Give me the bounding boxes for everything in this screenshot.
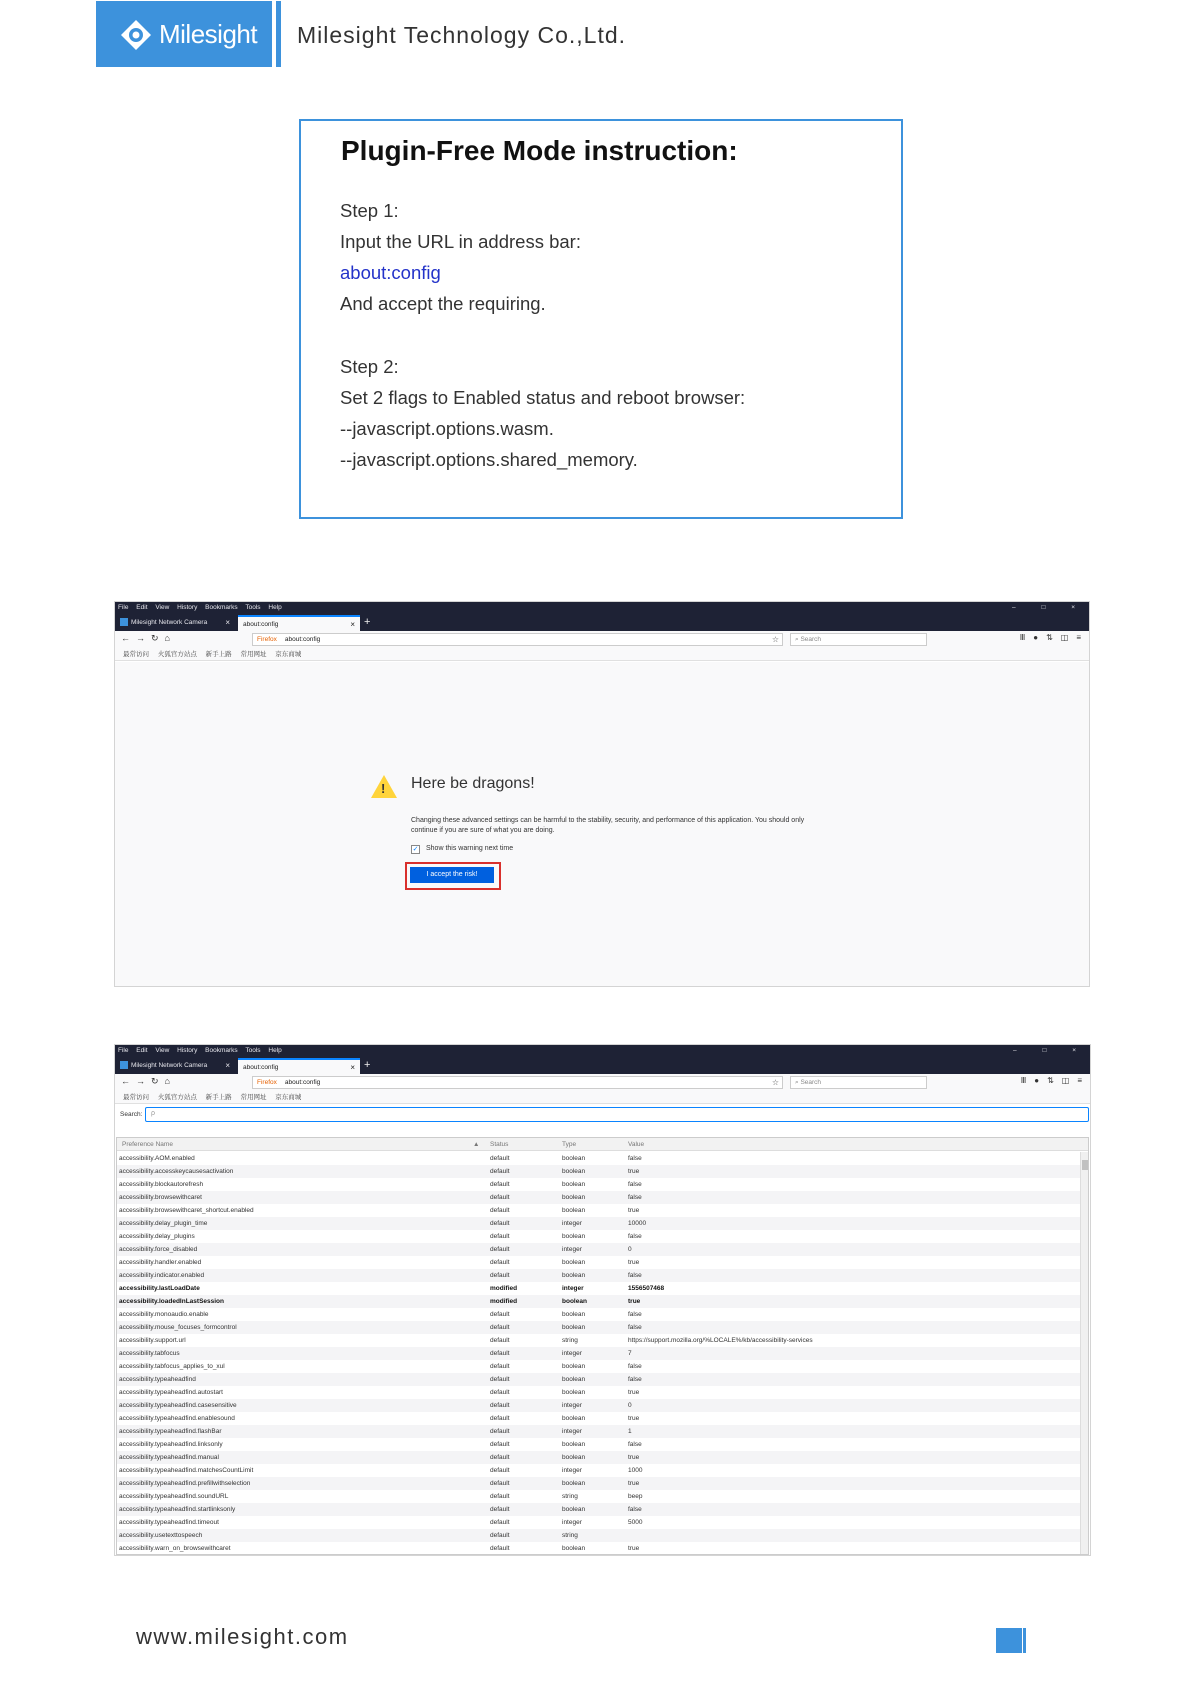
menu-icon[interactable]: ≡	[1076, 633, 1081, 642]
pref-value-cell: true	[628, 1545, 640, 1552]
pref-status-cell: default	[490, 1506, 510, 1513]
config-search-row	[115, 1104, 1090, 1124]
pref-value-cell: https://support.mozilla.org/%LOCALE%/kb/accessibility-services	[628, 1337, 813, 1344]
minimize-icon[interactable]: –	[1013, 1047, 1017, 1054]
pref-value-cell: beep	[628, 1493, 643, 1500]
company-name: Milesight Technology Co.,Ltd.	[297, 22, 627, 48]
close-window-icon[interactable]: ×	[1072, 1047, 1076, 1054]
nav-bar	[115, 631, 1089, 648]
url-text: about:config	[284, 636, 321, 643]
config-search-label: Search:	[120, 1111, 143, 1118]
pref-name-cell: accessibility.lastLoadDate	[119, 1285, 200, 1292]
table-row[interactable]	[117, 1230, 1080, 1243]
config-search-placeholder: ρ	[151, 1110, 155, 1117]
accept-risk-button[interactable]: I accept the risk!	[410, 867, 494, 883]
identity-label: Firefox	[257, 1079, 277, 1086]
step2-line1: Set 2 flags to Enabled status and reboot browser:	[340, 387, 746, 408]
bookmark-jd[interactable]: 京东商城	[275, 651, 302, 658]
browser-warning-screenshot	[114, 601, 1090, 987]
bookmarks-bar	[115, 648, 1089, 661]
back-icon[interactable]: ←	[121, 633, 130, 643]
about-config-link: about:config	[340, 262, 441, 283]
table-row[interactable]	[117, 1282, 1080, 1295]
pref-type-cell: string	[562, 1493, 578, 1500]
table-row[interactable]	[117, 1425, 1080, 1438]
pref-status-cell: default	[490, 1337, 510, 1344]
table-row[interactable]	[117, 1308, 1080, 1321]
pref-name-cell: accessibility.typeaheadfind.casesensitive	[119, 1402, 237, 1409]
pref-status-cell: default	[490, 1272, 510, 1279]
pref-name-cell: accessibility.mouse_focuses_formcontrol	[119, 1324, 237, 1331]
address-bar[interactable]	[252, 1076, 783, 1089]
pref-type-cell: string	[562, 1337, 578, 1344]
pref-name-cell: accessibility.blockautorefresh	[119, 1181, 204, 1188]
table-row[interactable]	[117, 1438, 1080, 1451]
screenshot-icon[interactable]: ⇅	[1047, 1076, 1054, 1085]
table-row[interactable]	[117, 1490, 1080, 1503]
back-icon[interactable]: ←	[121, 1076, 130, 1086]
pref-name-cell: accessibility.monoaudio.enable	[119, 1311, 209, 1318]
milesight-logo-icon	[120, 19, 152, 51]
menu-bar	[115, 602, 1089, 613]
pref-type-cell: boolean	[562, 1168, 586, 1175]
pref-name-cell: accessibility.typeaheadfind.linksonly	[119, 1441, 223, 1448]
pref-value-cell: false	[628, 1441, 642, 1448]
tab-label: Milesight Network Camera	[131, 1062, 208, 1069]
close-window-icon[interactable]: ×	[1071, 604, 1075, 611]
tab-about-config[interactable]	[238, 615, 360, 631]
menu-view[interactable]: View	[155, 1047, 170, 1054]
bookmark-star-icon[interactable]: ☆	[771, 1078, 779, 1087]
pref-value-cell: 0	[628, 1402, 632, 1409]
pref-name-cell: accessibility.typeaheadfind.enablesound	[119, 1415, 235, 1422]
scrollbar-thumb[interactable]	[1082, 1160, 1088, 1170]
pref-value-cell: false	[628, 1155, 642, 1162]
tab-about-config[interactable]	[238, 1058, 360, 1074]
window-controls	[994, 602, 1081, 613]
table-row[interactable]	[117, 1373, 1080, 1386]
table-row[interactable]	[117, 1464, 1080, 1477]
maximize-icon[interactable]: □	[1042, 1047, 1047, 1054]
search-box[interactable]: ⌕ Search	[790, 1076, 927, 1089]
pref-type-cell: boolean	[562, 1194, 586, 1201]
pref-value-cell: true	[628, 1298, 641, 1305]
tab-milesight[interactable]	[115, 1058, 235, 1074]
table-row[interactable]	[117, 1399, 1080, 1412]
table-row[interactable]	[117, 1217, 1080, 1230]
table-row[interactable]	[117, 1347, 1080, 1360]
pref-status-cell: default	[490, 1207, 510, 1214]
table-row[interactable]	[117, 1178, 1080, 1191]
pref-status-cell: default	[490, 1181, 510, 1188]
bookmark-firefox-site[interactable]: 火狐官方站点	[157, 651, 197, 658]
pref-type-cell: boolean	[562, 1207, 586, 1214]
pref-status-cell: default	[490, 1350, 510, 1357]
bookmark-most-visited[interactable]: 最常访问	[123, 1094, 149, 1101]
pref-value-cell: true	[628, 1168, 640, 1175]
pref-value-cell: 1	[628, 1428, 632, 1435]
tab-bar	[115, 613, 1089, 631]
nav-bar	[115, 1074, 1090, 1091]
show-warning-label: Show this warning next time	[426, 845, 514, 852]
search-placeholder: Search	[800, 1079, 822, 1086]
table-row[interactable]	[117, 1243, 1080, 1256]
table-row[interactable]	[117, 1191, 1080, 1204]
table-row[interactable]	[117, 1165, 1080, 1178]
pref-name-cell: accessibility.support.url	[119, 1337, 186, 1344]
pref-type-cell: integer	[562, 1467, 582, 1474]
pref-type-cell: integer	[562, 1519, 582, 1526]
table-row[interactable]	[117, 1503, 1080, 1516]
pref-value-cell: 1000	[628, 1467, 643, 1474]
bookmark-star-icon[interactable]: ☆	[771, 635, 779, 644]
pref-type-cell: boolean	[562, 1155, 586, 1162]
pref-status-cell: default	[490, 1233, 510, 1240]
pref-status-cell: default	[490, 1155, 510, 1162]
col-preference-name[interactable]: Preference Name	[122, 1141, 173, 1148]
pref-status-cell: default	[490, 1324, 510, 1331]
pref-type-cell: boolean	[562, 1324, 586, 1331]
browser-config-screenshot	[114, 1044, 1091, 1556]
footer-bar-icon	[1023, 1628, 1026, 1653]
pref-type-cell: boolean	[562, 1506, 586, 1513]
table-row[interactable]	[117, 1516, 1080, 1529]
new-tab-icon[interactable]: +	[364, 616, 371, 628]
menu-edit[interactable]: Edit	[136, 1047, 148, 1054]
pref-name-cell: accessibility.typeaheadfind.soundURL	[119, 1493, 229, 1500]
close-tab-icon[interactable]: ×	[225, 618, 230, 627]
pref-name-cell: accessibility.browsewithcaret_shortcut.enabled	[119, 1207, 254, 1214]
menu-file[interactable]: File	[118, 604, 129, 611]
pref-name-cell: accessibility.typeaheadfind.matchesCountLimit	[119, 1467, 254, 1474]
pref-type-cell: integer	[562, 1220, 582, 1227]
table-header	[117, 1138, 1088, 1151]
pref-status-cell: default	[490, 1454, 510, 1461]
menu-tools[interactable]: Tools	[245, 604, 261, 611]
menu-history[interactable]: History	[177, 604, 198, 611]
config-table	[116, 1137, 1089, 1555]
table-row[interactable]	[117, 1451, 1080, 1464]
table-row[interactable]	[117, 1386, 1080, 1399]
tab-label: Milesight Network Camera	[131, 619, 208, 626]
menu-icon[interactable]: ≡	[1077, 1076, 1082, 1085]
col-value[interactable]: Value	[628, 1141, 645, 1148]
pref-name-cell: accessibility.typeaheadfind.manual	[119, 1454, 219, 1461]
pref-status-cell: default	[490, 1441, 510, 1448]
pref-type-cell: boolean	[562, 1389, 586, 1396]
warning-content	[115, 662, 1089, 986]
pref-name-cell: accessibility.handler.enabled	[119, 1259, 202, 1266]
step2-label: Step 2:	[340, 356, 399, 377]
pref-status-cell: default	[490, 1246, 510, 1253]
bookmark-firefox-site[interactable]: 火狐官方站点	[157, 1094, 197, 1101]
pref-value-cell: false	[628, 1506, 642, 1513]
pref-name-cell: accessibility.delay_plugins	[119, 1233, 195, 1240]
pref-value-cell: 5000	[628, 1519, 643, 1526]
pref-name-cell: accessibility.typeaheadfind.autostart	[119, 1389, 223, 1396]
bookmark-jd[interactable]: 京东商城	[275, 1094, 302, 1101]
pref-value-cell: false	[628, 1194, 642, 1201]
pref-name-cell: accessibility.warn_on_browsewithcaret	[119, 1545, 231, 1552]
show-warning-checkbox[interactable]: ✓	[412, 846, 419, 853]
pref-status-cell: modified	[490, 1285, 518, 1292]
pref-type-cell: boolean	[562, 1415, 586, 1422]
reload-icon[interactable]: ↻	[151, 633, 159, 643]
tab-bar	[115, 1056, 1090, 1074]
pref-status-cell: default	[490, 1376, 510, 1383]
pref-name-cell: accessibility.AOM.enabled	[119, 1155, 195, 1162]
pref-name-cell: accessibility.accesskeycausesactivation	[119, 1168, 234, 1175]
step1-label: Step 1:	[340, 200, 399, 221]
warning-exclamation: !	[381, 781, 386, 796]
pref-value-cell: 10000	[628, 1220, 647, 1227]
home-icon[interactable]: ⌂	[164, 633, 170, 643]
menu-file[interactable]: File	[118, 1047, 129, 1054]
pref-value-cell: false	[628, 1233, 642, 1240]
table-row[interactable]	[117, 1256, 1080, 1269]
table-body	[117, 1152, 1080, 1555]
pref-type-cell: boolean	[562, 1311, 586, 1318]
pref-name-cell: accessibility.tabfocus	[119, 1350, 180, 1357]
bookmark-common-sites[interactable]: 常用网址	[240, 1094, 267, 1101]
sidebar-icon[interactable]: ◫	[1060, 633, 1069, 642]
maximize-icon[interactable]: □	[1041, 604, 1046, 611]
menu-help[interactable]: Help	[268, 604, 282, 611]
table-row[interactable]	[117, 1334, 1080, 1347]
milesight-favicon	[120, 1061, 128, 1069]
pref-type-cell: boolean	[562, 1298, 587, 1305]
pref-type-cell: boolean	[562, 1181, 586, 1188]
address-bar[interactable]	[252, 633, 783, 646]
new-tab-icon[interactable]: +	[364, 1059, 371, 1071]
library-icon[interactable]: Ⅲ	[1019, 633, 1026, 642]
pref-value-cell: true	[628, 1207, 640, 1214]
pref-status-cell: default	[490, 1194, 510, 1201]
table-row[interactable]	[117, 1477, 1080, 1490]
pref-status-cell: default	[490, 1220, 510, 1227]
search-placeholder: Search	[800, 636, 822, 643]
bookmark-getting-started[interactable]: 新手上路	[205, 1094, 232, 1101]
sidebar-icon[interactable]: ◫	[1061, 1076, 1070, 1085]
pref-name-cell: accessibility.typeaheadfind.prefillwithselection	[119, 1480, 251, 1487]
pref-status-cell: default	[490, 1259, 510, 1266]
col-status[interactable]: Status	[490, 1141, 509, 1148]
pref-value-cell: true	[628, 1389, 640, 1396]
pref-name-cell: accessibility.typeaheadfind	[119, 1376, 196, 1383]
menu-help[interactable]: Help	[268, 1047, 282, 1054]
milesight-logo	[96, 1, 272, 67]
menu-edit[interactable]: Edit	[136, 604, 148, 611]
pref-name-cell: accessibility.usetexttospeech	[119, 1532, 203, 1539]
footer-url: www.milesight.com	[136, 1624, 349, 1649]
config-search-input[interactable]	[145, 1107, 1089, 1122]
pref-type-cell: boolean	[562, 1454, 586, 1461]
tab-milesight[interactable]	[115, 615, 235, 631]
pref-name-cell: accessibility.loadedInLastSession	[119, 1298, 225, 1305]
table-row[interactable]	[117, 1204, 1080, 1217]
step1-line2: And accept the requiring.	[340, 293, 546, 314]
close-tab-icon[interactable]: ×	[350, 1063, 355, 1072]
pref-type-cell: boolean	[562, 1272, 586, 1279]
table-row[interactable]	[117, 1360, 1080, 1373]
logo-text: Milesight	[159, 19, 258, 49]
forward-icon[interactable]: →	[136, 1076, 145, 1086]
pref-status-cell: modified	[490, 1298, 518, 1305]
pref-type-cell: boolean	[562, 1233, 586, 1240]
close-tab-icon[interactable]: ×	[225, 1061, 230, 1070]
pref-type-cell: integer	[562, 1285, 584, 1292]
table-row[interactable]	[117, 1529, 1080, 1542]
warning-message: Changing these advanced settings can be harmful to the stability, security, and performance of this application. You should only continue if you are sure of what you are doing.	[411, 817, 805, 834]
library-icon[interactable]: Ⅲ	[1020, 1076, 1027, 1085]
reload-icon[interactable]: ↻	[151, 1076, 159, 1086]
screenshot-icon[interactable]: ⇅	[1046, 633, 1053, 642]
pref-status-cell: default	[490, 1389, 510, 1396]
pref-type-cell: boolean	[562, 1545, 586, 1552]
pref-type-cell: boolean	[562, 1480, 586, 1487]
pref-name-cell: accessibility.browsewithcaret	[119, 1194, 202, 1201]
pref-status-cell: default	[490, 1493, 510, 1500]
pref-name-cell: accessibility.delay_plugin_time	[119, 1220, 208, 1227]
pref-status-cell: default	[490, 1311, 510, 1318]
instruction-title: Plugin-Free Mode instruction:	[341, 135, 738, 166]
pref-type-cell: string	[562, 1532, 578, 1539]
pref-name-cell: accessibility.typeaheadfind.flashBar	[119, 1428, 222, 1435]
pref-value-cell: false	[628, 1324, 642, 1331]
pref-status-cell: default	[490, 1532, 510, 1539]
pref-type-cell: integer	[562, 1246, 582, 1253]
table-row[interactable]	[117, 1412, 1080, 1425]
bookmark-getting-started[interactable]: 新手上路	[205, 651, 232, 658]
pref-value-cell: 7	[628, 1350, 632, 1357]
tab-label: about:config	[243, 621, 279, 628]
url-text: about:config	[284, 1079, 321, 1086]
forward-icon[interactable]: →	[136, 633, 145, 643]
pref-type-cell: integer	[562, 1402, 582, 1409]
window-controls	[995, 1045, 1082, 1056]
pref-status-cell: default	[490, 1168, 510, 1175]
table-row[interactable]	[117, 1269, 1080, 1282]
minimize-icon[interactable]: –	[1012, 604, 1016, 611]
menu-tools[interactable]: Tools	[245, 1047, 261, 1054]
pref-status-cell: default	[490, 1480, 510, 1487]
pref-value-cell: false	[628, 1376, 642, 1383]
pref-name-cell: accessibility.force_disabled	[119, 1246, 198, 1253]
pref-status-cell: default	[490, 1545, 510, 1552]
pref-type-cell: boolean	[562, 1363, 586, 1370]
flag-wasm: --javascript.options.wasm.	[340, 418, 554, 439]
close-tab-icon[interactable]: ×	[350, 620, 355, 629]
pref-name-cell: accessibility.tabfocus_applies_to_xul	[119, 1363, 225, 1370]
bookmark-most-visited[interactable]: 最常访问	[123, 651, 149, 658]
instruction-box	[299, 119, 903, 519]
pref-value-cell: true	[628, 1454, 640, 1461]
menu-bar	[115, 1045, 1090, 1056]
pref-type-cell: boolean	[562, 1376, 586, 1383]
home-icon[interactable]: ⌂	[164, 1076, 170, 1086]
pref-name-cell: accessibility.indicator.enabled	[119, 1272, 205, 1279]
header-divider	[276, 1, 281, 67]
pref-value-cell: false	[628, 1363, 642, 1370]
pref-value-cell: 1556507468	[628, 1285, 665, 1292]
pref-type-cell: integer	[562, 1428, 582, 1435]
menu-bookmarks[interactable]: Bookmarks	[205, 604, 238, 611]
warning-heading: Here be dragons!	[411, 775, 535, 792]
footer-square-icon	[996, 1628, 1022, 1653]
pref-status-cell: default	[490, 1428, 510, 1435]
pref-value-cell: 0	[628, 1246, 632, 1253]
pref-status-cell: default	[490, 1467, 510, 1474]
table-row[interactable]	[117, 1321, 1080, 1334]
tab-label: about:config	[243, 1064, 279, 1071]
pref-status-cell: default	[490, 1519, 510, 1526]
pref-value-cell: true	[628, 1259, 640, 1266]
search-box[interactable]: ⌕ Search	[790, 633, 927, 646]
pref-status-cell: default	[490, 1363, 510, 1370]
bookmark-common-sites[interactable]: 常用网址	[240, 651, 267, 658]
col-type[interactable]: Type	[562, 1141, 577, 1148]
pref-name-cell: accessibility.typeaheadfind.timeout	[119, 1519, 219, 1526]
chat-icon[interactable]: ●	[1034, 1076, 1040, 1085]
identity-label: Firefox	[257, 636, 277, 643]
pref-value-cell: true	[628, 1480, 640, 1487]
pref-type-cell: integer	[562, 1350, 582, 1357]
flag-shared-memory: --javascript.options.shared_memory.	[340, 449, 638, 470]
pref-type-cell: boolean	[562, 1441, 586, 1448]
milesight-favicon	[120, 618, 128, 626]
pref-name-cell: accessibility.typeaheadfind.startlinksonly	[119, 1506, 236, 1513]
table-row[interactable]	[117, 1152, 1080, 1165]
menu-view[interactable]: View	[155, 604, 170, 611]
pref-value-cell: false	[628, 1311, 642, 1318]
pref-value-cell: false	[628, 1181, 642, 1188]
sort-ascending-icon[interactable]: ▲	[473, 1141, 480, 1148]
pref-status-cell: default	[490, 1402, 510, 1409]
table-row[interactable]	[117, 1295, 1080, 1308]
menu-bookmarks[interactable]: Bookmarks	[205, 1047, 238, 1054]
step1-line1: Input the URL in address bar:	[340, 231, 581, 252]
pref-status-cell: default	[490, 1415, 510, 1422]
table-row[interactable]	[117, 1542, 1080, 1555]
pref-value-cell: false	[628, 1272, 642, 1279]
bookmarks-bar	[115, 1091, 1090, 1104]
table-scrollbar[interactable]	[1080, 1152, 1088, 1554]
pref-type-cell: boolean	[562, 1259, 586, 1266]
menu-history[interactable]: History	[177, 1047, 198, 1054]
pref-value-cell: true	[628, 1415, 640, 1422]
chat-icon[interactable]: ●	[1033, 633, 1039, 642]
